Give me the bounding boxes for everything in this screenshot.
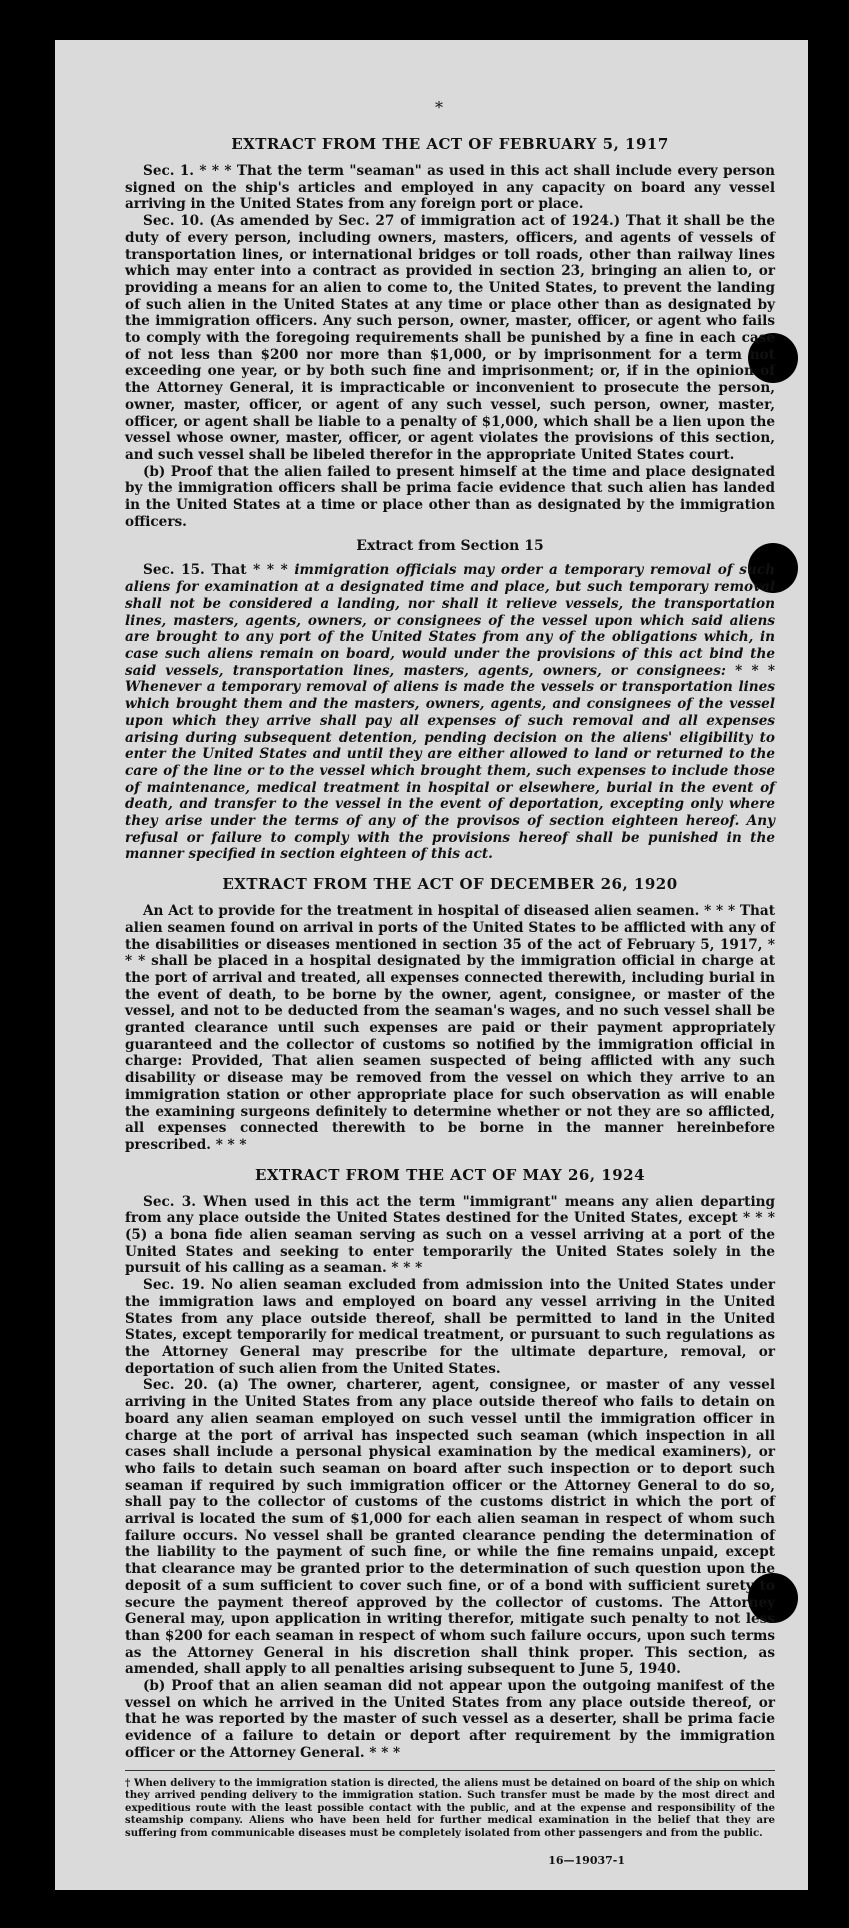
paragraph-sec-19: Sec. 19. No alien seaman excluded from admission into the United States under the immigration laws and employed on board any vessel arriving in the United States from any place outside thereof, shall be permitted to land in the United States, except temporarily for medical treatment, or pursuant to such regulations as the Attorney General may prescribe for the ultimate departure, removal, or deportation of such alien from the United States.: [125, 1277, 775, 1377]
sec-15-body: immigration officials may order a temporary removal of such aliens for examination at a designated time and place, but such temporary removal shall not be considered a landing, nor shall it relieve vessels, the transportation lines, masters, agents, owners, or consignees of the vessel upon which said aliens are brought to any port of the United States from any of the obligations which, in case such aliens remain on board, would under the provisions of this act bind the said vessels, transportation lines, masters, agents, owners, or consignees: * * * Whenever a temporary removal of aliens is made the vessels or transportation lines which brought them and the masters, owners, agents, and consignees of the vessel upon which they arrive shall pay all expenses of such removal and all expenses arising during subsequent detention, pending decision on the aliens' eligibility to enter the United States and until they are either allowed to land or returned to the care of the line or to the vessel which brought them, such expenses to include those of maintenance, medical treatment in hospital or elsewhere, burial in the event of death, and transfer to the vessel in the event of deportation, excepting only where they arise under the terms of any of the provisos of section eighteen hereof. Any refusal or failure to comply with the provisions hereof shall be punished in the manner specified in section eighteen of this act.: [125, 562, 776, 863]
document-content: [125, 135, 775, 1867]
header-star: *: [435, 98, 443, 117]
paragraph-sec-3: Sec. 3. When used in this act the term "immigrant" means any alien departing from any place outside the United States destined for the United States, except * * * (5) a bona fide alien seaman serving as such on a vessel arriving at a port of the United States and seeking to enter temporarily the United States solely in the pursuit of his calling as a seaman. * * *: [125, 1193, 775, 1277]
paragraph-sec-10-b: (b) Proof that the alien failed to present himself at the time and place designated by the immigration officers shall be prima facie evidence that such alien has landed in the United States at a time or place other than as designated by the immigration officers.: [125, 463, 775, 530]
paragraph-act-1920: An Act to provide for the treatment in hospital of diseased alien seamen. * * * That alien seamen found on arrival in ports of the United States to be afflicted with any of the disabilities or diseases mentioned in section 35 of the act of February 5, 1917, * * * shall be placed in a hospital designated by the immigration official in charge at the port of arrival and treated, all expenses connected therewith, including burial in the event of death, to be borne by the owner, agent, consignee, or master of the vessel, and not to be deducted from the seaman's wages, and no such vessel shall be granted clearance until such expenses are paid or their payment appropriately guaranteed and the collector of customs so notified by the immigration official in charge: Provided, That alien seamen suspected of being afflicted with any such disability or disease may be removed from the vessel on which they arrive to an immigration station or other appropriate place for such observation as will enable the examining surgeons definitely to determine whether or not they are so afflicted, all expenses connected therewith to be borne in the manner hereinbefore prescribed. * * *: [125, 903, 775, 1153]
title-act-1917: EXTRACT FROM THE ACT OF FEBRUARY 5, 1917: [231, 135, 669, 153]
paragraph-sec-10: Sec. 10. (As amended by Sec. 27 of immigration act of 1924.) That it shall be the duty of every person, including owners, masters, officers, and agents of vessels of transportation lines, or international bridges or toll roads, other than railway lines which may enter into a contract as provided in section 23, bringing an alien to, or providing a means for an alien to come to, the United States, to prevent the landing of such alien in the United States at any time or place other than as designated by the immigration officers. Any such person, owner, master, officer, or agent who fails to comply with the foregoing requirements shall be punished by a fine in each case of not less than $200 nor more than $1,000, or by imprisonment for a term not exceeding one year, or by both such fine and imprisonment; or, if in the opinion of the Attorney General, it is impracticable or inconvenient to prosecute the person, owner, master, officer, or agent of any such vessel, such person, owner, master, officer, or agent shall be liable to a penalty of $1,000, which shall be a lien upon the vessel whose owner, master, officer, or agent violates the provisions of this section, and such vessel shall be libeled therefor in the appropriate United States court.: [125, 213, 775, 463]
spacer: [125, 863, 775, 875]
paragraph-sec-20-a: Sec. 20. (a) The owner, charterer, agent, consignee, or master of any vessel arriving in the United States from any place outside thereof who fails to detain on board any alien seaman employed on such vessel until the immigration officer in charge at the port of arrival has inspected such seaman (which inspection in all cases shall include a personal physical examination by the medical examiners), or who fails to detain such seaman on board after such inspection or to deport such seaman if required by such immigration officer or the Attorney General to do so, shall pay to the collector of customs of the customs district in which the port of arrival is located the sum of $1,000 for each alien seaman in respect of whom such failure occurs. No vessel shall be granted clearance pending the determination of the liability to the payment of such fine, or while the fine remains unpaid, except that clearance may be granted prior to the determination of such question upon the deposit of a sum sufficient to cover such fine, or of a bond with sufficient surety to secure the payment thereof approved by the collector of customs. The Attorney General may, upon application in writing therefor, mitigate such penalty to not less than $200 for each seaman in respect of whom such failure occurs, upon such terms as the Attorney General in his discretion shall think proper. This section, as amended, shall apply to all penalties arising subsequent to June 5, 1940.: [125, 1377, 775, 1678]
title-act-1924: EXTRACT FROM THE ACT OF MAY 26, 1924: [254, 1165, 646, 1184]
footnote: † When delivery to the immigration station is directed, the aliens must be detained on board of the ship on which they arrived pending delivery to the immigration station. Such transfer must be made by the most direct and expeditious route with the least possible contact with the public, and at the expense and responsibility of the steamship company. Aliens who have been held for further medical examination in the belief that they are suffering from communicable diseases must be completely isolated from other passengers and from the public.: [125, 1770, 775, 1840]
title-section-15: Extract from Section 15: [356, 538, 544, 555]
document-page: [55, 40, 808, 1890]
paragraph-sec-15: [125, 562, 775, 863]
title-act-1920: EXTRACT FROM THE ACT OF DECEMBER 26, 1920: [222, 875, 678, 894]
sec-15-lead: Sec. 15. That * * *: [143, 562, 288, 579]
spacer: [125, 1154, 775, 1166]
paragraph-sec-1: Sec. 1. * * * That the term "seaman" as used in this act shall include every person signed on the ship's articles and employed in any capacity on board any vessel arriving in the United States from any foreign port or place.: [125, 163, 775, 213]
document-number: 16—19037-1: [548, 1853, 625, 1867]
paragraph-sec-20-b: (b) Proof that an alien seaman did not appear upon the outgoing manifest of the vessel on which he arrived in the United States from any place outside thereof, or that he was reported by the master of such vessel as a deserter, shall be prima facie evidence of a failure to detain or deport after requirement by the immigration officer or the Attorney General. * * *: [125, 1678, 775, 1761]
